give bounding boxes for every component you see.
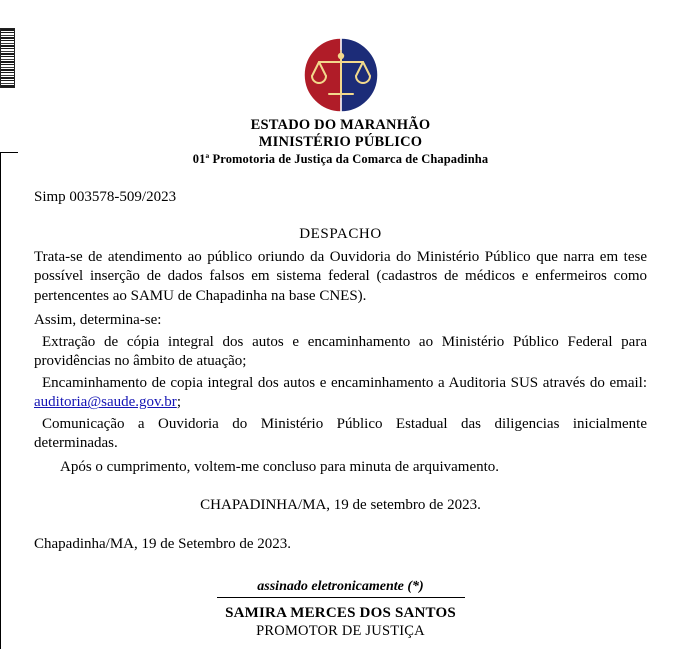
determination-item-3: Comunicação a Ouvidoria do Ministério Público Estadual das diligencias inicialmente determinadas. (34, 415, 647, 452)
document-title: DESPACHO (299, 225, 382, 242)
paragraph-closing: Após o cumprimento, voltem-me concluso para minuta de arquivamento. (60, 458, 500, 475)
document-header (34, 117, 647, 167)
determination-item-2 (34, 374, 647, 413)
emblem-container (34, 36, 647, 114)
electronic-signature-label: assinado eletronicamente (*) (217, 579, 465, 598)
place-date-left: Chapadinha/MA, 19 de Setembro de 2023. (34, 536, 292, 553)
determination-item-2-suffix: ; (176, 394, 181, 411)
unit-line: 01ª Promotoria de Justiça da Comarca de Chapadinha (192, 152, 489, 167)
place-date-centered: CHAPADINHA/MA, 19 de setembro de 2023. (200, 497, 481, 514)
state-line: ESTADO DO MARANHÃO (250, 117, 431, 133)
case-number: Simp 003578-509/2023 (34, 188, 177, 205)
paragraph-determination-intro: Assim, determina-se: (34, 312, 162, 329)
organization-line: MINISTÉRIO PÚBLICO (258, 134, 423, 151)
signatory-name: SAMIRA MERCES DOS SANTOS (225, 605, 456, 622)
signature-block (34, 579, 647, 640)
determination-item-1: Extração de cópia integral dos autos e encaminhamento ao Ministério Público Federal para providências no âmbito de atuação; (34, 333, 647, 370)
email-link-auditoria[interactable]: auditoria@saude.gov.br (34, 394, 177, 411)
signature-rule-wrapper (34, 579, 647, 598)
paragraph-summary: Trata-se de atendimento ao público oriundo da Ouvidoria do Ministério Público que narra em tese possível inserção de dados falsos em sistema federal (cadastros de médicos e enfermeiros como pertencentes ao SAMU de Chapadinha na base CNES). (34, 248, 647, 304)
ministerio-publico-emblem-icon (295, 36, 387, 114)
signatory-role: PROMOTOR DE JUSTIÇA (256, 623, 425, 640)
determination-item-2-text: Encaminhamento de copia integral dos autos e encaminhamento a Auditoria SUS através do email: (42, 374, 647, 391)
